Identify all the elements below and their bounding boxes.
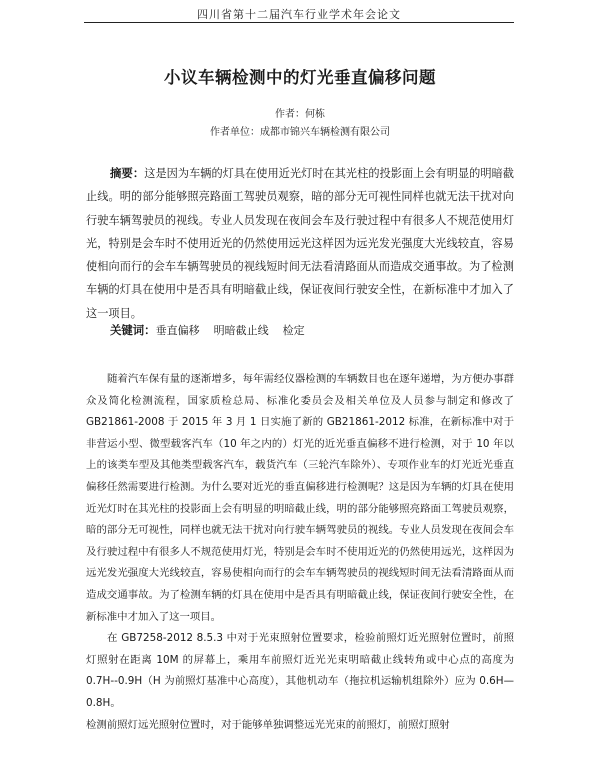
body-paragraph: 在 GB7258-2012 8.5.3 中对于光束照射位置要求，检验前照灯近光照射位置时，前照灯照射在距离 10M 的屏幕上，乘用车前照灯近光光束明暗截止线转角或中心点的高度为 0.7H--0.9H（H 为前照灯基准中心高度），其他机动车（拖拉机运输机组除外）应为 0.6H—0.8H。 — [86, 632, 514, 709]
keyword-item: 明暗截止线 — [213, 324, 269, 337]
keywords — [110, 322, 305, 338]
keyword-item: 检定 — [282, 324, 305, 337]
affiliation-line: 作者单位：成都市锦兴车辆检测有限公司 — [210, 127, 390, 138]
abstract-text: 这是因为车辆的灯具在使用近光灯时在其光柱的投影面上会有明显的明暗截止线。明的部分能够照亮路面工驾驶员观察，暗的部分无可视性同样也就无法干扰对向行驶车辆驾驶员的视线。专业人员发现在夜间会车及行驶过程中有很多人不规范使用灯光，特别是会车时不使用近光的仍然使用远光这样因为远光发光强度大光线较直，容易使相向而行的会车车辆驾驶员的视线短时间无法看清路面从而造成交通事故。为了检测车辆的灯具在使用中是否具有明暗截止线，保证夜间行驶安全性，在新标准中才加入了这一项目。 — [86, 167, 514, 320]
body-paragraph: 检测前照灯远光照射位置时，对于能够单独调整远光光束的前照灯，前照灯照射 — [86, 718, 450, 731]
author-line: 作者：何栋 — [275, 109, 325, 120]
keyword-item: 垂直偏移 — [155, 324, 200, 337]
abstract — [86, 162, 514, 325]
keywords-label: 关键词： — [110, 323, 156, 337]
paper-title: 小议车辆检测中的灯光垂直偏移问题 — [164, 68, 436, 87]
journal-header: 四川省第十二届汽车行业学术年会论文 — [197, 8, 401, 21]
abstract-label: 摘要： — [110, 166, 145, 180]
body-paragraph: 随着汽车保有量的逐渐增多，每年需经仪器检测的车辆数目也在逐年递增，为方便办事群众及简化检测流程，国家质检总局、标准化委员会及相关单位及人员参与制定和修改了 GB21861-2008 于 2015 年 3 月 1 日实施了新的 GB21861-2012 标准，在新标准中对于非营运小型、微型载客汽车（10 年之内的）灯光的近光垂直偏移不进行检测，对于 10 年以上的该类车型及其他类型载客汽车，载货汽车（三轮汽车除外）、专项作业车的灯光近光垂直偏移任然需要进行检测。为什么要对近光的垂直偏移进行检测呢？这是因为车辆的灯具在使用近光灯时在其光柱的投影面上会有明显的明暗截止线，明的部分能够照亮路面工驾驶员观察，暗的部分无可视性，同样也就无法干扰对向行驶车辆驾驶员的视线。专业人员发现在夜间会车及行驶过程中有很多人不规范使用灯光，特别是会车时不使用近光的仍然使用远光，这样因为远光发光强度大光线较直，容易使相向而行的会车车辆驾驶员的视线短时间无法看清路面从而造成交通事故。为了检测车辆的灯具在使用中是否具有明暗截止线，保证夜间行驶安全性，在新标准中才加入了这一项目。 — [86, 373, 514, 623]
body-text — [86, 369, 514, 736]
header-divider — [84, 22, 514, 23]
